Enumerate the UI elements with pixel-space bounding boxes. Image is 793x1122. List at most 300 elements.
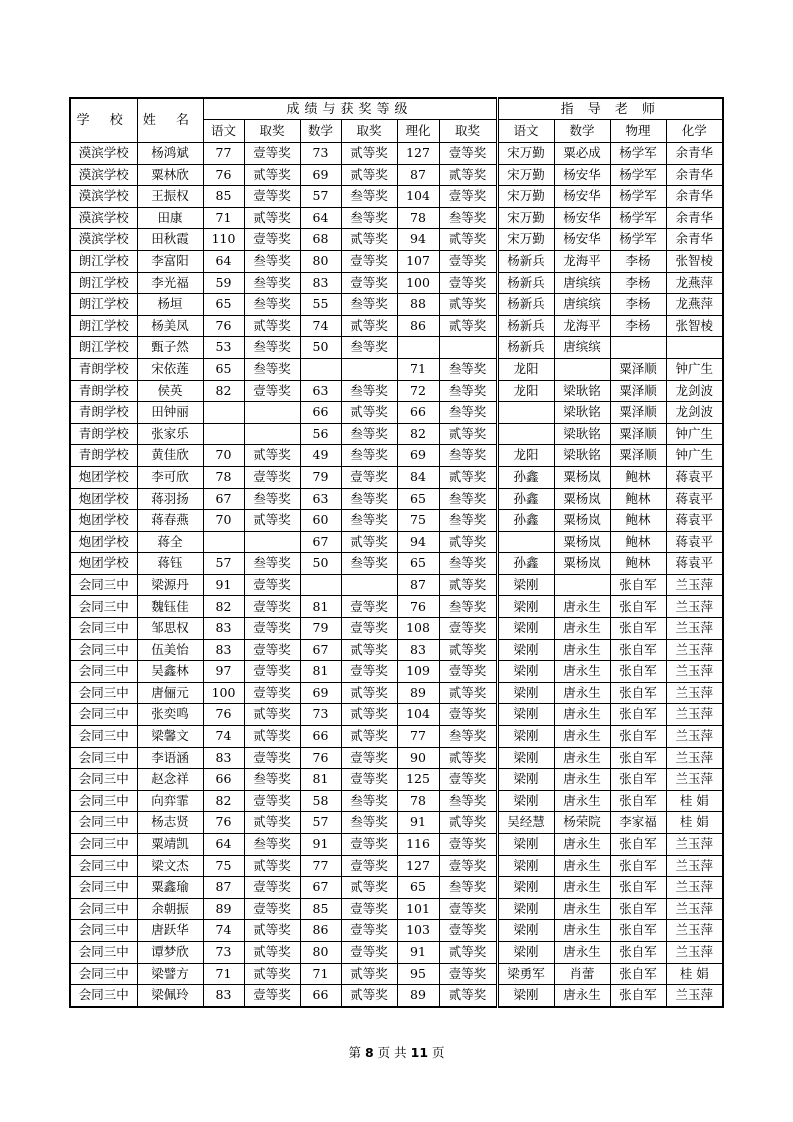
table-row xyxy=(70,639,723,661)
header-row-groups xyxy=(70,98,723,120)
cell-teacher-physics: 张自军 xyxy=(610,747,666,769)
cell-teacher-math: 杨安华 xyxy=(554,164,610,186)
header-chinese-score: 语文 xyxy=(203,120,244,143)
cell-teacher-math: 唐永生 xyxy=(554,596,610,618)
cell-teacher-chemistry: 蒋袁平 xyxy=(666,488,723,510)
cell-teacher-chinese: 梁刚 xyxy=(497,726,554,748)
cell-chinese-award: 叁等奖 xyxy=(244,488,300,510)
table-row xyxy=(70,229,723,251)
cell-teacher-physics: 杨学军 xyxy=(610,186,666,208)
cell-science-score: 75 xyxy=(397,510,439,532)
cell-teacher-chemistry: 余青华 xyxy=(666,164,723,186)
cell-student-name: 余朝振 xyxy=(137,898,203,920)
cell-teacher-chemistry: 钟广生 xyxy=(666,445,723,467)
cell-teacher-physics: 张自军 xyxy=(610,618,666,640)
cell-chinese-award: 贰等奖 xyxy=(244,510,300,532)
cell-school: 会同三中 xyxy=(70,661,137,683)
cell-teacher-math: 唐永生 xyxy=(554,704,610,726)
table-row xyxy=(70,488,723,510)
cell-math-award: 贰等奖 xyxy=(341,164,397,186)
cell-teacher-math: 唐永生 xyxy=(554,855,610,877)
cell-teacher-chemistry: 兰玉萍 xyxy=(666,769,723,791)
cell-math-award: 贰等奖 xyxy=(341,229,397,251)
cell-teacher-chemistry: 兰玉萍 xyxy=(666,985,723,1007)
cell-science-award: 贰等奖 xyxy=(439,466,497,488)
cell-science-score: 77 xyxy=(397,726,439,748)
cell-school: 青朗学校 xyxy=(70,358,137,380)
cell-science-score: 66 xyxy=(397,402,439,424)
cell-teacher-chemistry: 龙燕萍 xyxy=(666,294,723,316)
cell-teacher-chinese: 宋万勤 xyxy=(497,143,554,165)
cell-math-award: 贰等奖 xyxy=(341,726,397,748)
cell-teacher-chemistry: 兰玉萍 xyxy=(666,639,723,661)
header-math-award: 取奖 xyxy=(341,120,397,143)
cell-student-name: 魏钰佳 xyxy=(137,596,203,618)
cell-chinese-award: 贰等奖 xyxy=(244,207,300,229)
cell-teacher-physics: 张自军 xyxy=(610,682,666,704)
cell-student-name: 宋依莲 xyxy=(137,358,203,380)
cell-teacher-chinese: 杨新兵 xyxy=(497,315,554,337)
cell-chinese-score: 57 xyxy=(203,553,244,575)
cell-math-score: 71 xyxy=(300,963,341,985)
cell-math-award: 贰等奖 xyxy=(341,639,397,661)
cell-chinese-award: 叁等奖 xyxy=(244,337,300,359)
cell-math-score: 69 xyxy=(300,682,341,704)
cell-science-award: 贰等奖 xyxy=(439,531,497,553)
cell-math-award: 壹等奖 xyxy=(341,466,397,488)
cell-school: 会同三中 xyxy=(70,812,137,834)
cell-math-award: 贰等奖 xyxy=(341,531,397,553)
table-row xyxy=(70,834,723,856)
cell-student-name: 梁馨文 xyxy=(137,726,203,748)
cell-chinese-score: 66 xyxy=(203,769,244,791)
cell-science-award: 壹等奖 xyxy=(439,661,497,683)
header-school: 学 校 xyxy=(70,98,137,143)
table-row xyxy=(70,963,723,985)
cell-math-award: 壹等奖 xyxy=(341,855,397,877)
cell-math-award: 壹等奖 xyxy=(341,661,397,683)
cell-teacher-physics: 李杨 xyxy=(610,294,666,316)
cell-chinese-award: 叁等奖 xyxy=(244,834,300,856)
cell-math-award: 叁等奖 xyxy=(341,380,397,402)
table-row xyxy=(70,272,723,294)
table-row xyxy=(70,682,723,704)
cell-student-name: 甄子然 xyxy=(137,337,203,359)
cell-teacher-chemistry: 兰玉萍 xyxy=(666,834,723,856)
cell-school: 朗江学校 xyxy=(70,315,137,337)
cell-chinese-award: 壹等奖 xyxy=(244,186,300,208)
cell-teacher-math: 唐永生 xyxy=(554,769,610,791)
cell-teacher-chinese: 梁刚 xyxy=(497,790,554,812)
cell-school: 会同三中 xyxy=(70,682,137,704)
cell-math-award: 叁等奖 xyxy=(341,488,397,510)
cell-teacher-physics: 李杨 xyxy=(610,315,666,337)
cell-science-score: 100 xyxy=(397,272,439,294)
cell-teacher-physics: 张自军 xyxy=(610,834,666,856)
cell-teacher-math: 唐永生 xyxy=(554,726,610,748)
cell-science-score: 72 xyxy=(397,380,439,402)
header-teacher-chinese: 语文 xyxy=(497,120,554,143)
cell-math-award: 贰等奖 xyxy=(341,315,397,337)
cell-student-name: 田钟丽 xyxy=(137,402,203,424)
cell-math-score: 77 xyxy=(300,855,341,877)
cell-math-award: 叁等奖 xyxy=(341,790,397,812)
table-row xyxy=(70,618,723,640)
table-row xyxy=(70,769,723,791)
cell-teacher-math: 梁耿铭 xyxy=(554,380,610,402)
cell-school: 青朗学校 xyxy=(70,380,137,402)
cell-teacher-math: 唐永生 xyxy=(554,898,610,920)
cell-math-award: 叁等奖 xyxy=(341,294,397,316)
cell-chinese-award: 贰等奖 xyxy=(244,855,300,877)
table-row xyxy=(70,510,723,532)
cell-teacher-chinese: 杨新兵 xyxy=(497,250,554,272)
footer-prefix: 第 xyxy=(348,1045,361,1060)
cell-teacher-physics: 张自军 xyxy=(610,790,666,812)
cell-math-award: 叁等奖 xyxy=(341,812,397,834)
cell-math-award: 叁等奖 xyxy=(341,553,397,575)
cell-science-score: 107 xyxy=(397,250,439,272)
cell-chinese-score: 74 xyxy=(203,920,244,942)
cell-teacher-physics: 杨学军 xyxy=(610,164,666,186)
header-teacher-chemistry: 化学 xyxy=(666,120,723,143)
cell-teacher-chemistry: 蒋袁平 xyxy=(666,510,723,532)
cell-math-score: 66 xyxy=(300,985,341,1007)
cell-chinese-award: 叁等奖 xyxy=(244,358,300,380)
cell-math-award: 壹等奖 xyxy=(341,618,397,640)
cell-chinese-award: 贰等奖 xyxy=(244,164,300,186)
table-row xyxy=(70,877,723,899)
cell-chinese-score: 78 xyxy=(203,466,244,488)
table-row xyxy=(70,574,723,596)
cell-chinese-award: 壹等奖 xyxy=(244,661,300,683)
cell-teacher-math: 梁耿铭 xyxy=(554,402,610,424)
cell-school: 会同三中 xyxy=(70,596,137,618)
cell-math-score: 73 xyxy=(300,143,341,165)
cell-chinese-score: 83 xyxy=(203,985,244,1007)
cell-teacher-chemistry: 蒋袁平 xyxy=(666,531,723,553)
cell-teacher-chemistry: 兰玉萍 xyxy=(666,941,723,963)
cell-student-name: 田康 xyxy=(137,207,203,229)
cell-chinese-award: 壹等奖 xyxy=(244,574,300,596)
cell-chinese-award: 壹等奖 xyxy=(244,618,300,640)
cell-teacher-chinese: 宋万勤 xyxy=(497,186,554,208)
table-row xyxy=(70,596,723,618)
cell-school: 会同三中 xyxy=(70,877,137,899)
cell-teacher-chemistry: 兰玉萍 xyxy=(666,618,723,640)
cell-teacher-chinese: 梁刚 xyxy=(497,769,554,791)
cell-chinese-score: 77 xyxy=(203,143,244,165)
cell-school: 会同三中 xyxy=(70,898,137,920)
cell-teacher-math: 唐永生 xyxy=(554,985,610,1007)
cell-teacher-chemistry: 余青华 xyxy=(666,207,723,229)
cell-school: 会同三中 xyxy=(70,790,137,812)
cell-student-name: 侯英 xyxy=(137,380,203,402)
cell-chinese-award: 贰等奖 xyxy=(244,941,300,963)
cell-student-name: 邹思权 xyxy=(137,618,203,640)
cell-math-award: 贰等奖 xyxy=(341,143,397,165)
table-row xyxy=(70,423,723,445)
cell-chinese-score: 85 xyxy=(203,186,244,208)
cell-math-score: 57 xyxy=(300,186,341,208)
cell-teacher-physics: 李杨 xyxy=(610,272,666,294)
header-name: 姓 名 xyxy=(137,98,203,143)
cell-math-award: 壹等奖 xyxy=(341,898,397,920)
cell-math-award: 贰等奖 xyxy=(341,877,397,899)
table-row xyxy=(70,207,723,229)
cell-math-award: 壹等奖 xyxy=(341,596,397,618)
cell-math-score: 63 xyxy=(300,380,341,402)
table-row xyxy=(70,445,723,467)
cell-math-score: 67 xyxy=(300,531,341,553)
cell-science-award: 叁等奖 xyxy=(439,488,497,510)
cell-teacher-chemistry: 余青华 xyxy=(666,229,723,251)
cell-teacher-chinese: 梁刚 xyxy=(497,877,554,899)
cell-teacher-chemistry xyxy=(666,337,723,359)
cell-chinese-score: 97 xyxy=(203,661,244,683)
cell-chinese-score: 76 xyxy=(203,704,244,726)
cell-chinese-award: 叁等奖 xyxy=(244,294,300,316)
cell-school: 漠滨学校 xyxy=(70,229,137,251)
cell-school: 炮团学校 xyxy=(70,510,137,532)
cell-chinese-score: 100 xyxy=(203,682,244,704)
cell-chinese-score: 76 xyxy=(203,812,244,834)
cell-teacher-chemistry: 桂 娟 xyxy=(666,790,723,812)
cell-chinese-award: 贰等奖 xyxy=(244,315,300,337)
cell-chinese-score: 65 xyxy=(203,358,244,380)
cell-teacher-chinese: 梁刚 xyxy=(497,618,554,640)
cell-math-score: 67 xyxy=(300,639,341,661)
cell-math-award xyxy=(341,574,397,596)
cell-student-name: 谭梦欣 xyxy=(137,941,203,963)
cell-school: 会同三中 xyxy=(70,920,137,942)
cell-school: 青朗学校 xyxy=(70,402,137,424)
cell-math-award: 壹等奖 xyxy=(341,250,397,272)
cell-teacher-chemistry: 兰玉萍 xyxy=(666,877,723,899)
cell-science-award: 贰等奖 xyxy=(439,747,497,769)
cell-teacher-chinese: 梁刚 xyxy=(497,920,554,942)
cell-teacher-chemistry: 蒋袁平 xyxy=(666,466,723,488)
table-row xyxy=(70,704,723,726)
cell-science-award: 贰等奖 xyxy=(439,229,497,251)
cell-teacher-chemistry: 桂 娟 xyxy=(666,963,723,985)
cell-teacher-chinese: 龙阳 xyxy=(497,380,554,402)
table-row xyxy=(70,920,723,942)
cell-chinese-score: 74 xyxy=(203,726,244,748)
cell-teacher-chinese: 梁刚 xyxy=(497,574,554,596)
cell-school: 炮团学校 xyxy=(70,553,137,575)
cell-math-score: 85 xyxy=(300,898,341,920)
cell-science-award: 贰等奖 xyxy=(439,941,497,963)
cell-teacher-physics: 张自军 xyxy=(610,898,666,920)
header-science-score: 理化 xyxy=(397,120,439,143)
cell-science-score: 103 xyxy=(397,920,439,942)
cell-student-name: 王振权 xyxy=(137,186,203,208)
cell-student-name: 杨鸿斌 xyxy=(137,143,203,165)
cell-science-score: 94 xyxy=(397,229,439,251)
cell-teacher-chinese: 梁勇军 xyxy=(497,963,554,985)
cell-teacher-chinese: 孙鑫 xyxy=(497,466,554,488)
cell-student-name: 田秋霞 xyxy=(137,229,203,251)
table-row xyxy=(70,790,723,812)
cell-science-score: 69 xyxy=(397,445,439,467)
cell-teacher-physics: 李杨 xyxy=(610,250,666,272)
cell-science-award: 叁等奖 xyxy=(439,877,497,899)
cell-school: 会同三中 xyxy=(70,747,137,769)
cell-chinese-score: 82 xyxy=(203,790,244,812)
table-row xyxy=(70,985,723,1007)
cell-science-score: 108 xyxy=(397,618,439,640)
cell-school: 青朗学校 xyxy=(70,423,137,445)
cell-chinese-award: 壹等奖 xyxy=(244,985,300,1007)
cell-chinese-award: 贰等奖 xyxy=(244,726,300,748)
cell-teacher-chinese: 宋万勤 xyxy=(497,207,554,229)
cell-chinese-score: 75 xyxy=(203,855,244,877)
cell-chinese-score: 82 xyxy=(203,380,244,402)
footer-total-pages: 11 xyxy=(410,1045,429,1060)
cell-science-award: 叁等奖 xyxy=(439,207,497,229)
table-row xyxy=(70,380,723,402)
cell-science-award: 贰等奖 xyxy=(439,985,497,1007)
cell-teacher-physics: 张自军 xyxy=(610,704,666,726)
cell-math-award: 叁等奖 xyxy=(341,186,397,208)
cell-science-score: 127 xyxy=(397,855,439,877)
cell-teacher-chemistry: 兰玉萍 xyxy=(666,920,723,942)
cell-student-name: 唐跃华 xyxy=(137,920,203,942)
cell-science-score: 89 xyxy=(397,985,439,1007)
cell-science-award: 壹等奖 xyxy=(439,769,497,791)
cell-teacher-physics: 鲍林 xyxy=(610,510,666,532)
cell-math-award: 壹等奖 xyxy=(341,747,397,769)
cell-math-award: 贰等奖 xyxy=(341,985,397,1007)
cell-teacher-chemistry: 龙燕萍 xyxy=(666,272,723,294)
cell-school: 漠滨学校 xyxy=(70,186,137,208)
cell-teacher-chinese: 梁刚 xyxy=(497,855,554,877)
cell-math-score: 81 xyxy=(300,661,341,683)
cell-school: 炮团学校 xyxy=(70,488,137,510)
cell-math-award: 叁等奖 xyxy=(341,510,397,532)
cell-school: 会同三中 xyxy=(70,618,137,640)
cell-school: 朗江学校 xyxy=(70,337,137,359)
table-row xyxy=(70,186,723,208)
cell-student-name: 粟林欣 xyxy=(137,164,203,186)
cell-chinese-award: 壹等奖 xyxy=(244,747,300,769)
cell-teacher-chemistry: 兰玉萍 xyxy=(666,661,723,683)
cell-math-award: 贰等奖 xyxy=(341,963,397,985)
cell-math-score: 50 xyxy=(300,553,341,575)
cell-teacher-chinese: 孙鑫 xyxy=(497,553,554,575)
cell-science-score: 90 xyxy=(397,747,439,769)
cell-science-score: 104 xyxy=(397,704,439,726)
cell-science-award: 叁等奖 xyxy=(439,553,497,575)
cell-chinese-award: 壹等奖 xyxy=(244,877,300,899)
cell-science-award: 叁等奖 xyxy=(439,510,497,532)
cell-math-score: 69 xyxy=(300,164,341,186)
cell-science-award xyxy=(439,337,497,359)
cell-science-score: 127 xyxy=(397,143,439,165)
cell-student-name: 粟靖凯 xyxy=(137,834,203,856)
header-science-award: 取奖 xyxy=(439,120,497,143)
cell-teacher-physics: 粟泽顺 xyxy=(610,402,666,424)
cell-chinese-award: 壹等奖 xyxy=(244,380,300,402)
cell-science-score: 91 xyxy=(397,812,439,834)
cell-teacher-math: 唐永生 xyxy=(554,618,610,640)
table-row xyxy=(70,402,723,424)
cell-math-score: 79 xyxy=(300,466,341,488)
cell-teacher-chinese: 吴经慧 xyxy=(497,812,554,834)
cell-science-score: 89 xyxy=(397,682,439,704)
cell-science-score: 88 xyxy=(397,294,439,316)
cell-teacher-chemistry: 钟广生 xyxy=(666,358,723,380)
cell-teacher-chinese: 孙鑫 xyxy=(497,510,554,532)
header-teacher-math: 数学 xyxy=(554,120,610,143)
cell-science-award: 壹等奖 xyxy=(439,250,497,272)
cell-student-name: 张奕鸣 xyxy=(137,704,203,726)
cell-teacher-physics: 粟泽顺 xyxy=(610,445,666,467)
cell-math-score: 50 xyxy=(300,337,341,359)
cell-teacher-chinese: 梁刚 xyxy=(497,834,554,856)
cell-school: 朗江学校 xyxy=(70,250,137,272)
cell-math-award: 贰等奖 xyxy=(341,682,397,704)
cell-chinese-award: 叁等奖 xyxy=(244,553,300,575)
cell-teacher-chemistry: 张智棱 xyxy=(666,250,723,272)
cell-student-name: 黄佳欣 xyxy=(137,445,203,467)
cell-math-score xyxy=(300,358,341,380)
cell-school: 会同三中 xyxy=(70,834,137,856)
cell-science-score: 76 xyxy=(397,596,439,618)
cell-chinese-score: 70 xyxy=(203,510,244,532)
cell-teacher-math: 粟杨岚 xyxy=(554,488,610,510)
cell-teacher-math: 粟杨岚 xyxy=(554,553,610,575)
cell-teacher-chinese xyxy=(497,402,554,424)
cell-school: 会同三中 xyxy=(70,704,137,726)
cell-student-name: 张家乐 xyxy=(137,423,203,445)
cell-science-award: 壹等奖 xyxy=(439,143,497,165)
cell-school: 会同三中 xyxy=(70,639,137,661)
cell-chinese-score: 89 xyxy=(203,898,244,920)
cell-teacher-chinese: 梁刚 xyxy=(497,747,554,769)
cell-science-award: 贰等奖 xyxy=(439,423,497,445)
cell-chinese-score: 64 xyxy=(203,834,244,856)
table-row xyxy=(70,466,723,488)
cell-science-award: 叁等奖 xyxy=(439,596,497,618)
cell-teacher-math: 梁耿铭 xyxy=(554,423,610,445)
cell-math-award xyxy=(341,358,397,380)
cell-chinese-score: 110 xyxy=(203,229,244,251)
cell-math-score: 49 xyxy=(300,445,341,467)
cell-teacher-chinese: 杨新兵 xyxy=(497,337,554,359)
cell-teacher-math: 唐永生 xyxy=(554,639,610,661)
cell-math-score: 68 xyxy=(300,229,341,251)
cell-chinese-score: 71 xyxy=(203,963,244,985)
table-row xyxy=(70,143,723,165)
cell-math-score: 66 xyxy=(300,402,341,424)
cell-teacher-math: 粟杨岚 xyxy=(554,510,610,532)
cell-chinese-score: 87 xyxy=(203,877,244,899)
cell-student-name: 赵念祥 xyxy=(137,769,203,791)
cell-teacher-math: 粟必成 xyxy=(554,143,610,165)
cell-teacher-math: 唐缤缤 xyxy=(554,272,610,294)
cell-teacher-math xyxy=(554,358,610,380)
cell-teacher-math: 粟杨岚 xyxy=(554,531,610,553)
table-row xyxy=(70,294,723,316)
cell-math-score: 56 xyxy=(300,423,341,445)
cell-math-award: 壹等奖 xyxy=(341,941,397,963)
cell-chinese-award: 壹等奖 xyxy=(244,682,300,704)
cell-teacher-physics: 张自军 xyxy=(610,661,666,683)
cell-chinese-award: 壹等奖 xyxy=(244,466,300,488)
cell-teacher-physics: 鲍林 xyxy=(610,466,666,488)
